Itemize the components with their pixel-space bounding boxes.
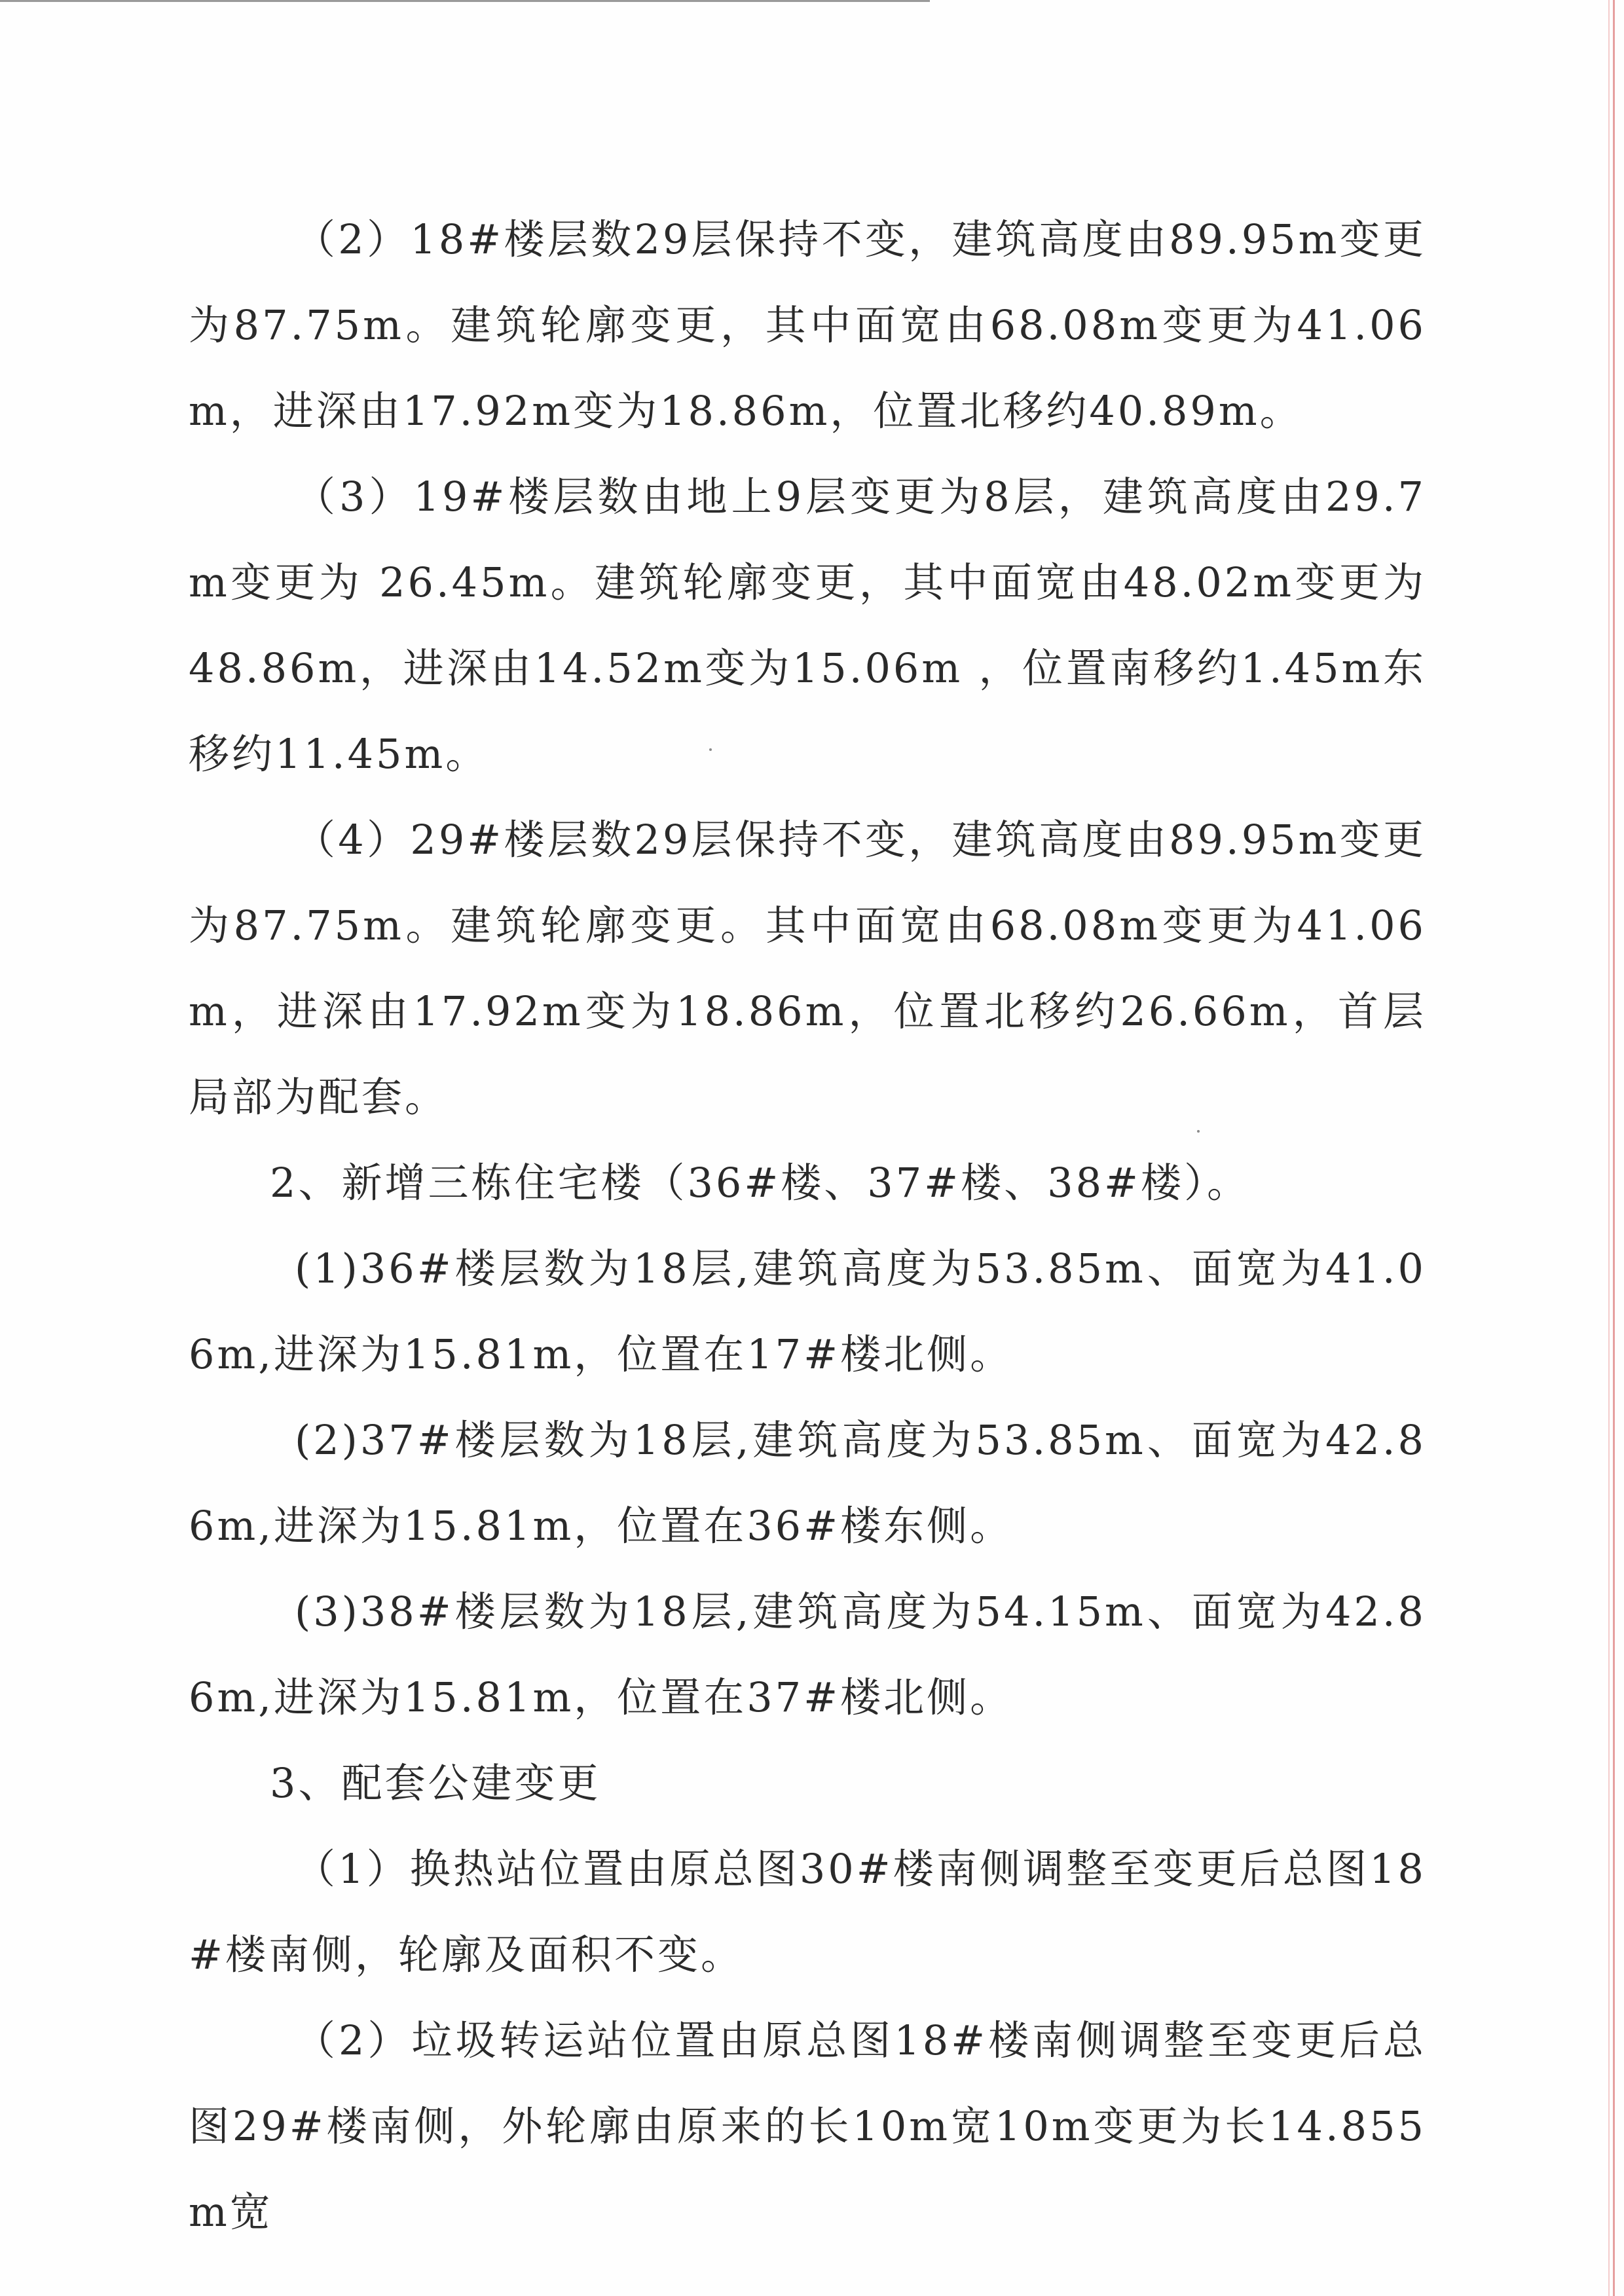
section-heading-public-facilities: 3、配套公建变更 (270, 1759, 601, 1807)
section-heading-new-buildings: 2、新增三栋住宅楼（36#楼、37#楼、38#楼）。 (270, 1159, 1250, 1207)
paragraph-37-building: (2)37#楼层数为18层,建筑高度为53.85m、面宽为42.86m,进深为15.81m，位置在36#楼东侧。 (189, 1416, 1426, 1550)
paragraph-19-building: （3）19#楼层数由地上9层变更为8层，建筑高度由29.7m变更为 26.45m。建筑轮廓变更，其中面宽由48.02m变更为48.86m，进深由14.52m变为15.06m ，位置南移约1.45m东移约11.45m。 (189, 473, 1426, 778)
document-body (189, 196, 1426, 2255)
scan-right-edge-inner (1608, 0, 1610, 2296)
paragraph-29-building: （4）29#楼层数29层保持不变，建筑高度由89.95m变更为87.75m。建筑轮廓变更。其中面宽由68.08m变更为41.06m，进深由17.92m变为18.86m，位置北移约26.66m，首层局部为配套。 (189, 816, 1426, 1121)
paragraph-heat-exchange-station: （1）换热站位置由原总图30#楼南侧调整至变更后总图18#楼南侧，轮廓及面积不变。 (189, 1845, 1426, 1978)
paragraph-38-building: (3)38#楼层数为18层,建筑高度为54.15m、面宽为42.86m,进深为15.81m，位置在37#楼北侧。 (189, 1588, 1426, 1721)
scan-right-edge (1613, 0, 1615, 2296)
paragraph-18-building: （2）18#楼层数29层保持不变，建筑高度由89.95m变更为87.75m。建筑轮廓变更，其中面宽由68.08m变更为41.06m，进深由17.92m变为18.86m，位置北移约40.89m。 (189, 215, 1426, 435)
paragraph-garbage-transfer-station: （2）垃圾转运站位置由原总图18#楼南侧调整至变更后总图29#楼南侧，外轮廓由原来的长10m宽10m变更为长14.855m宽 (189, 2016, 1426, 2236)
scan-top-edge (0, 0, 930, 2)
paragraph-36-building: (1)36#楼层数为18层,建筑高度为53.85m、面宽为41.06m,进深为15.81m，位置在17#楼北侧。 (189, 1245, 1426, 1378)
